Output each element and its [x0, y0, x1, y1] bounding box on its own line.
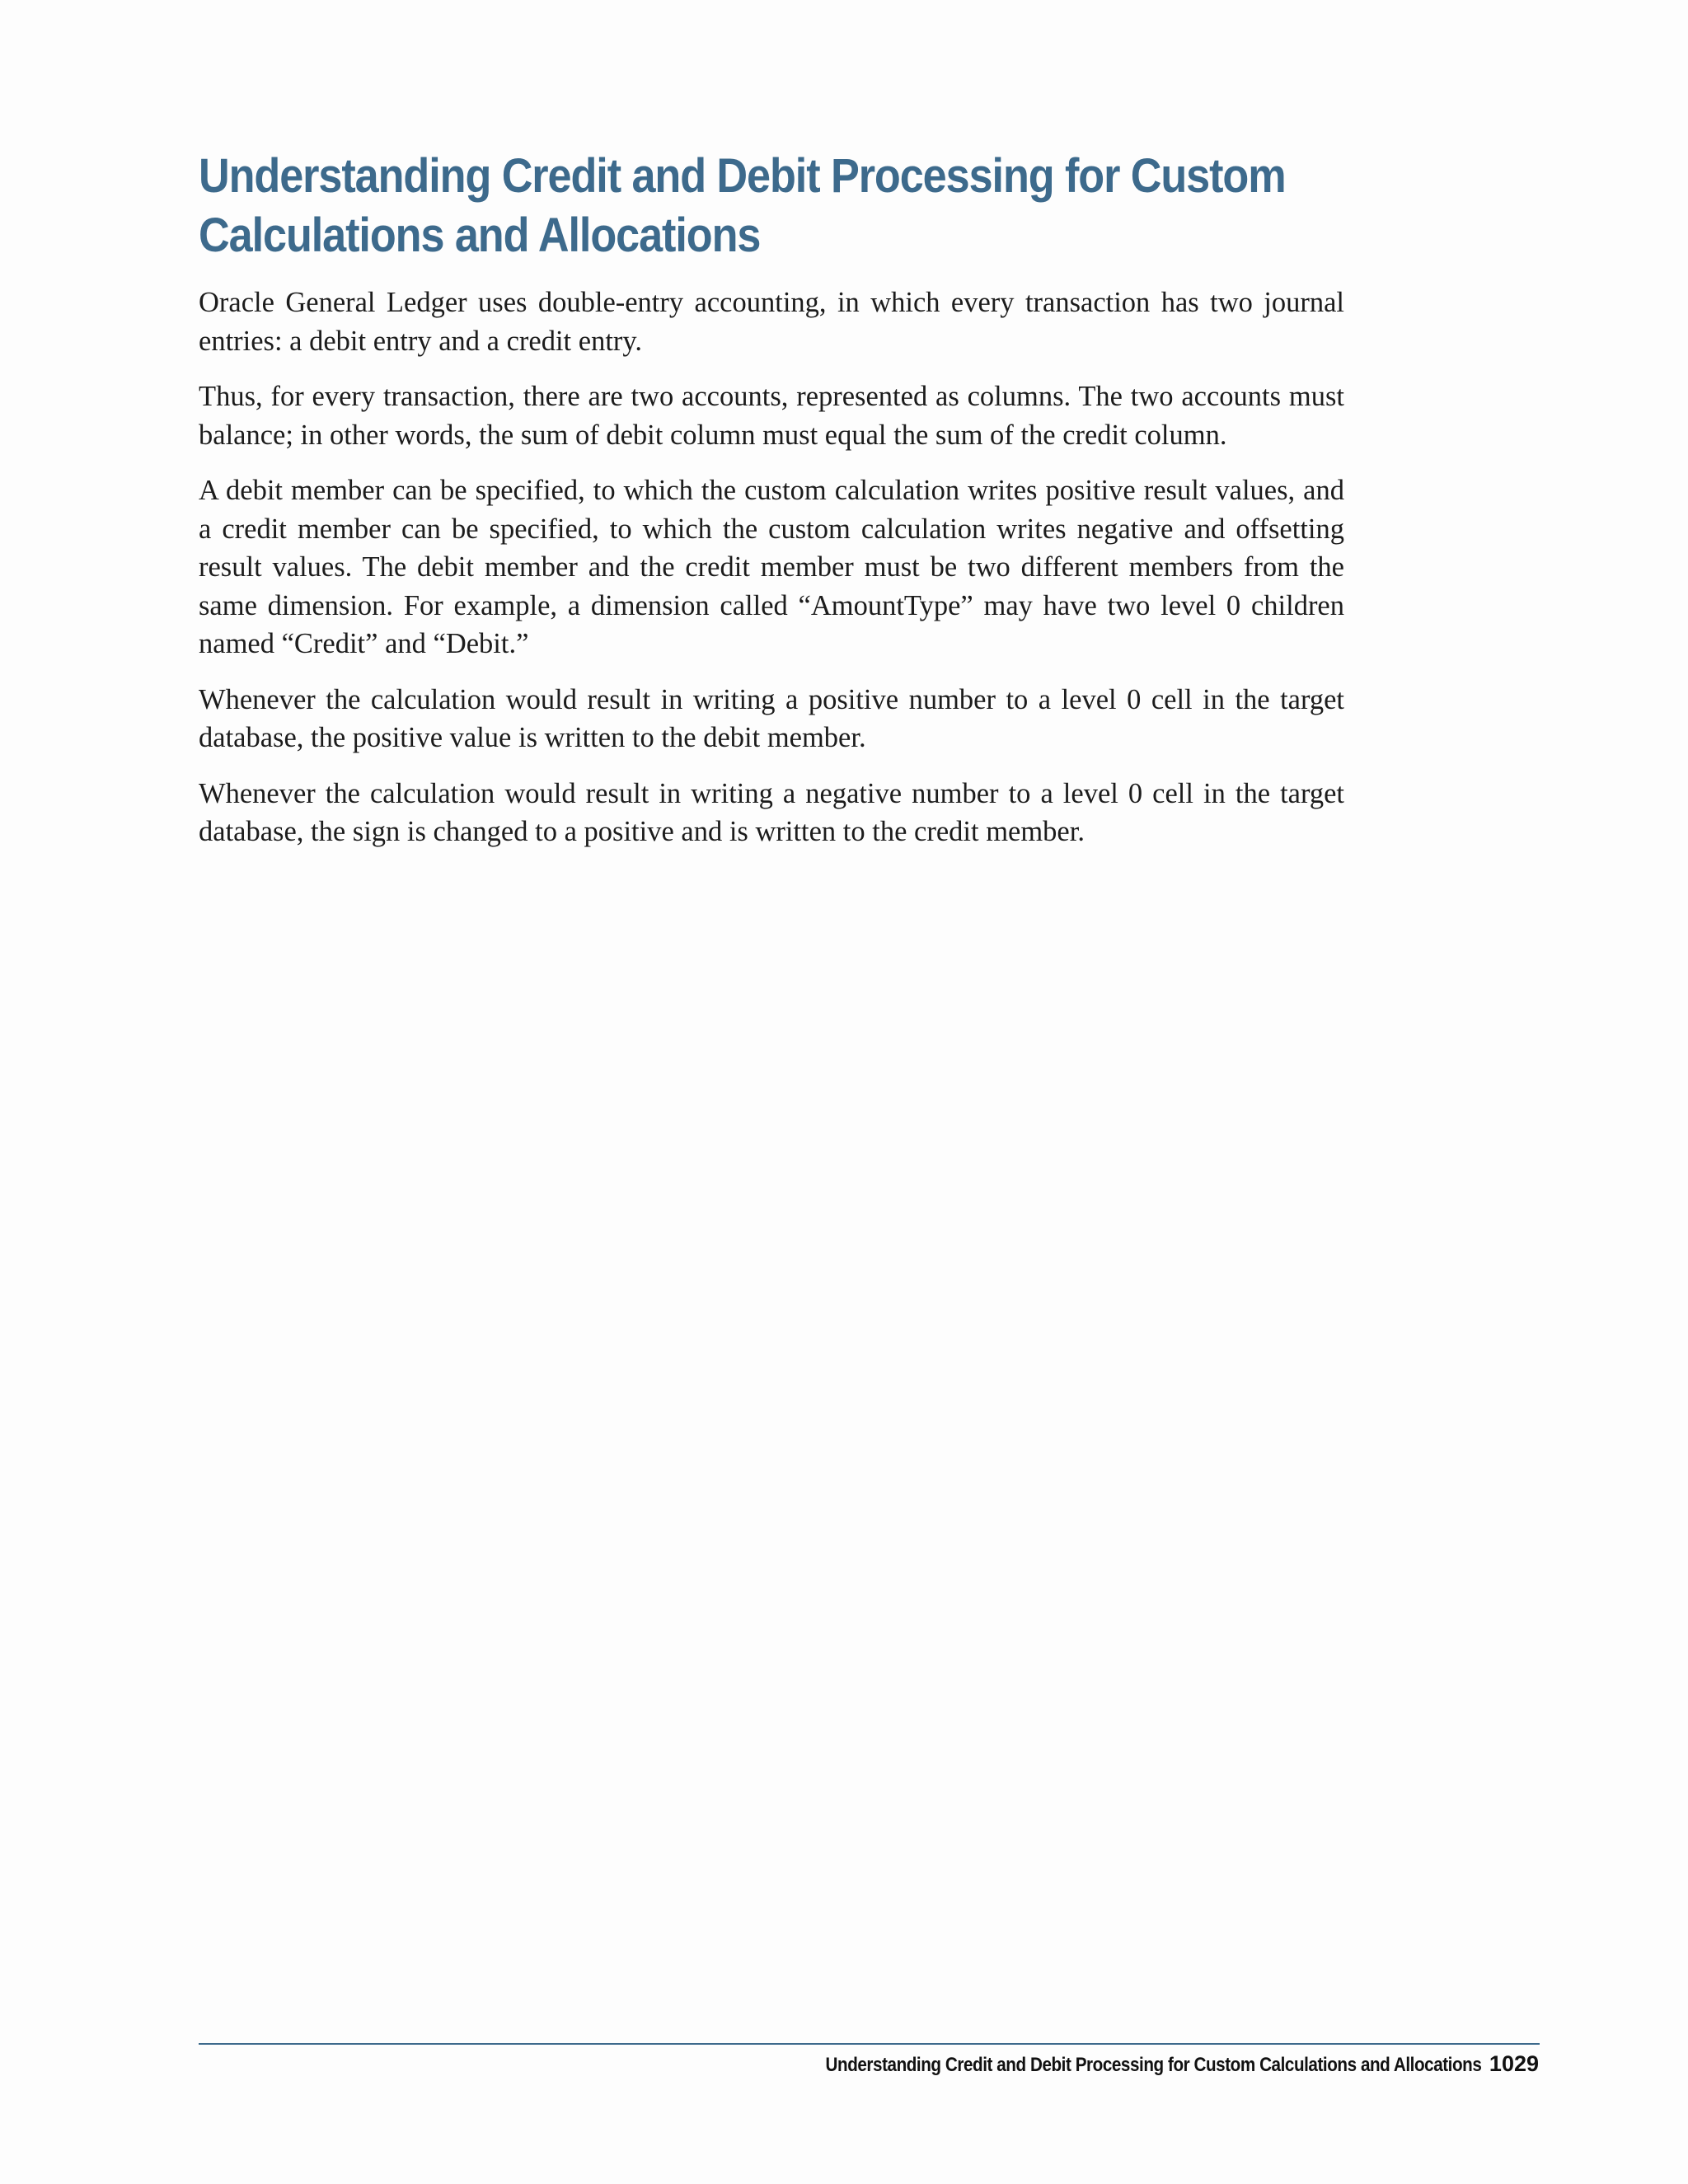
paragraph-negative-values: Whenever the calculation would result in writing a negative number to a level 0 cell in the target database, the sign is changed to a positive and is written to the credit member.	[199, 777, 1344, 847]
page-footer	[719, 2051, 1539, 2081]
paragraph-debit-credit-members: A debit member can be specified, to which the custom calculation writes positive result values, and a credit member can be specified, to which the custom calculation writes negative and offsetting result values. The debit member and the credit member must be two different members from the same dimension. For example, a dimension called “AmountType” may have two level 0 children named “Credit” and “Debit.”	[199, 475, 1344, 659]
main-content	[199, 147, 1344, 869]
section-heading-line-2: Calculations and Allocations	[199, 209, 761, 262]
paragraph-two-accounts: Thus, for every transaction, there are two accounts, represented as columns. The two accounts must balance; in other words, the sum of debit column must equal the sum of the credit column.	[199, 381, 1344, 451]
paragraph-double-entry: Oracle General Ledger uses double-entry accounting, in which every transaction has two journal entries: a debit entry and a credit entry.	[199, 287, 1344, 357]
running-footer-title: Understanding Credit and Debit Processing for Custom Calculations and Allocations	[825, 2054, 1481, 2076]
paragraph-positive-values: Whenever the calculation would result in writing a positive number to a level 0 cell in the target database, the positive value is written to the debit member.	[199, 683, 1344, 753]
footer-divider	[199, 2043, 1540, 2045]
page-number: 1029	[1489, 2051, 1539, 2076]
section-heading	[199, 147, 1345, 265]
section-heading-line-1: Understanding Credit and Debit Processing for Custom	[199, 149, 1286, 203]
